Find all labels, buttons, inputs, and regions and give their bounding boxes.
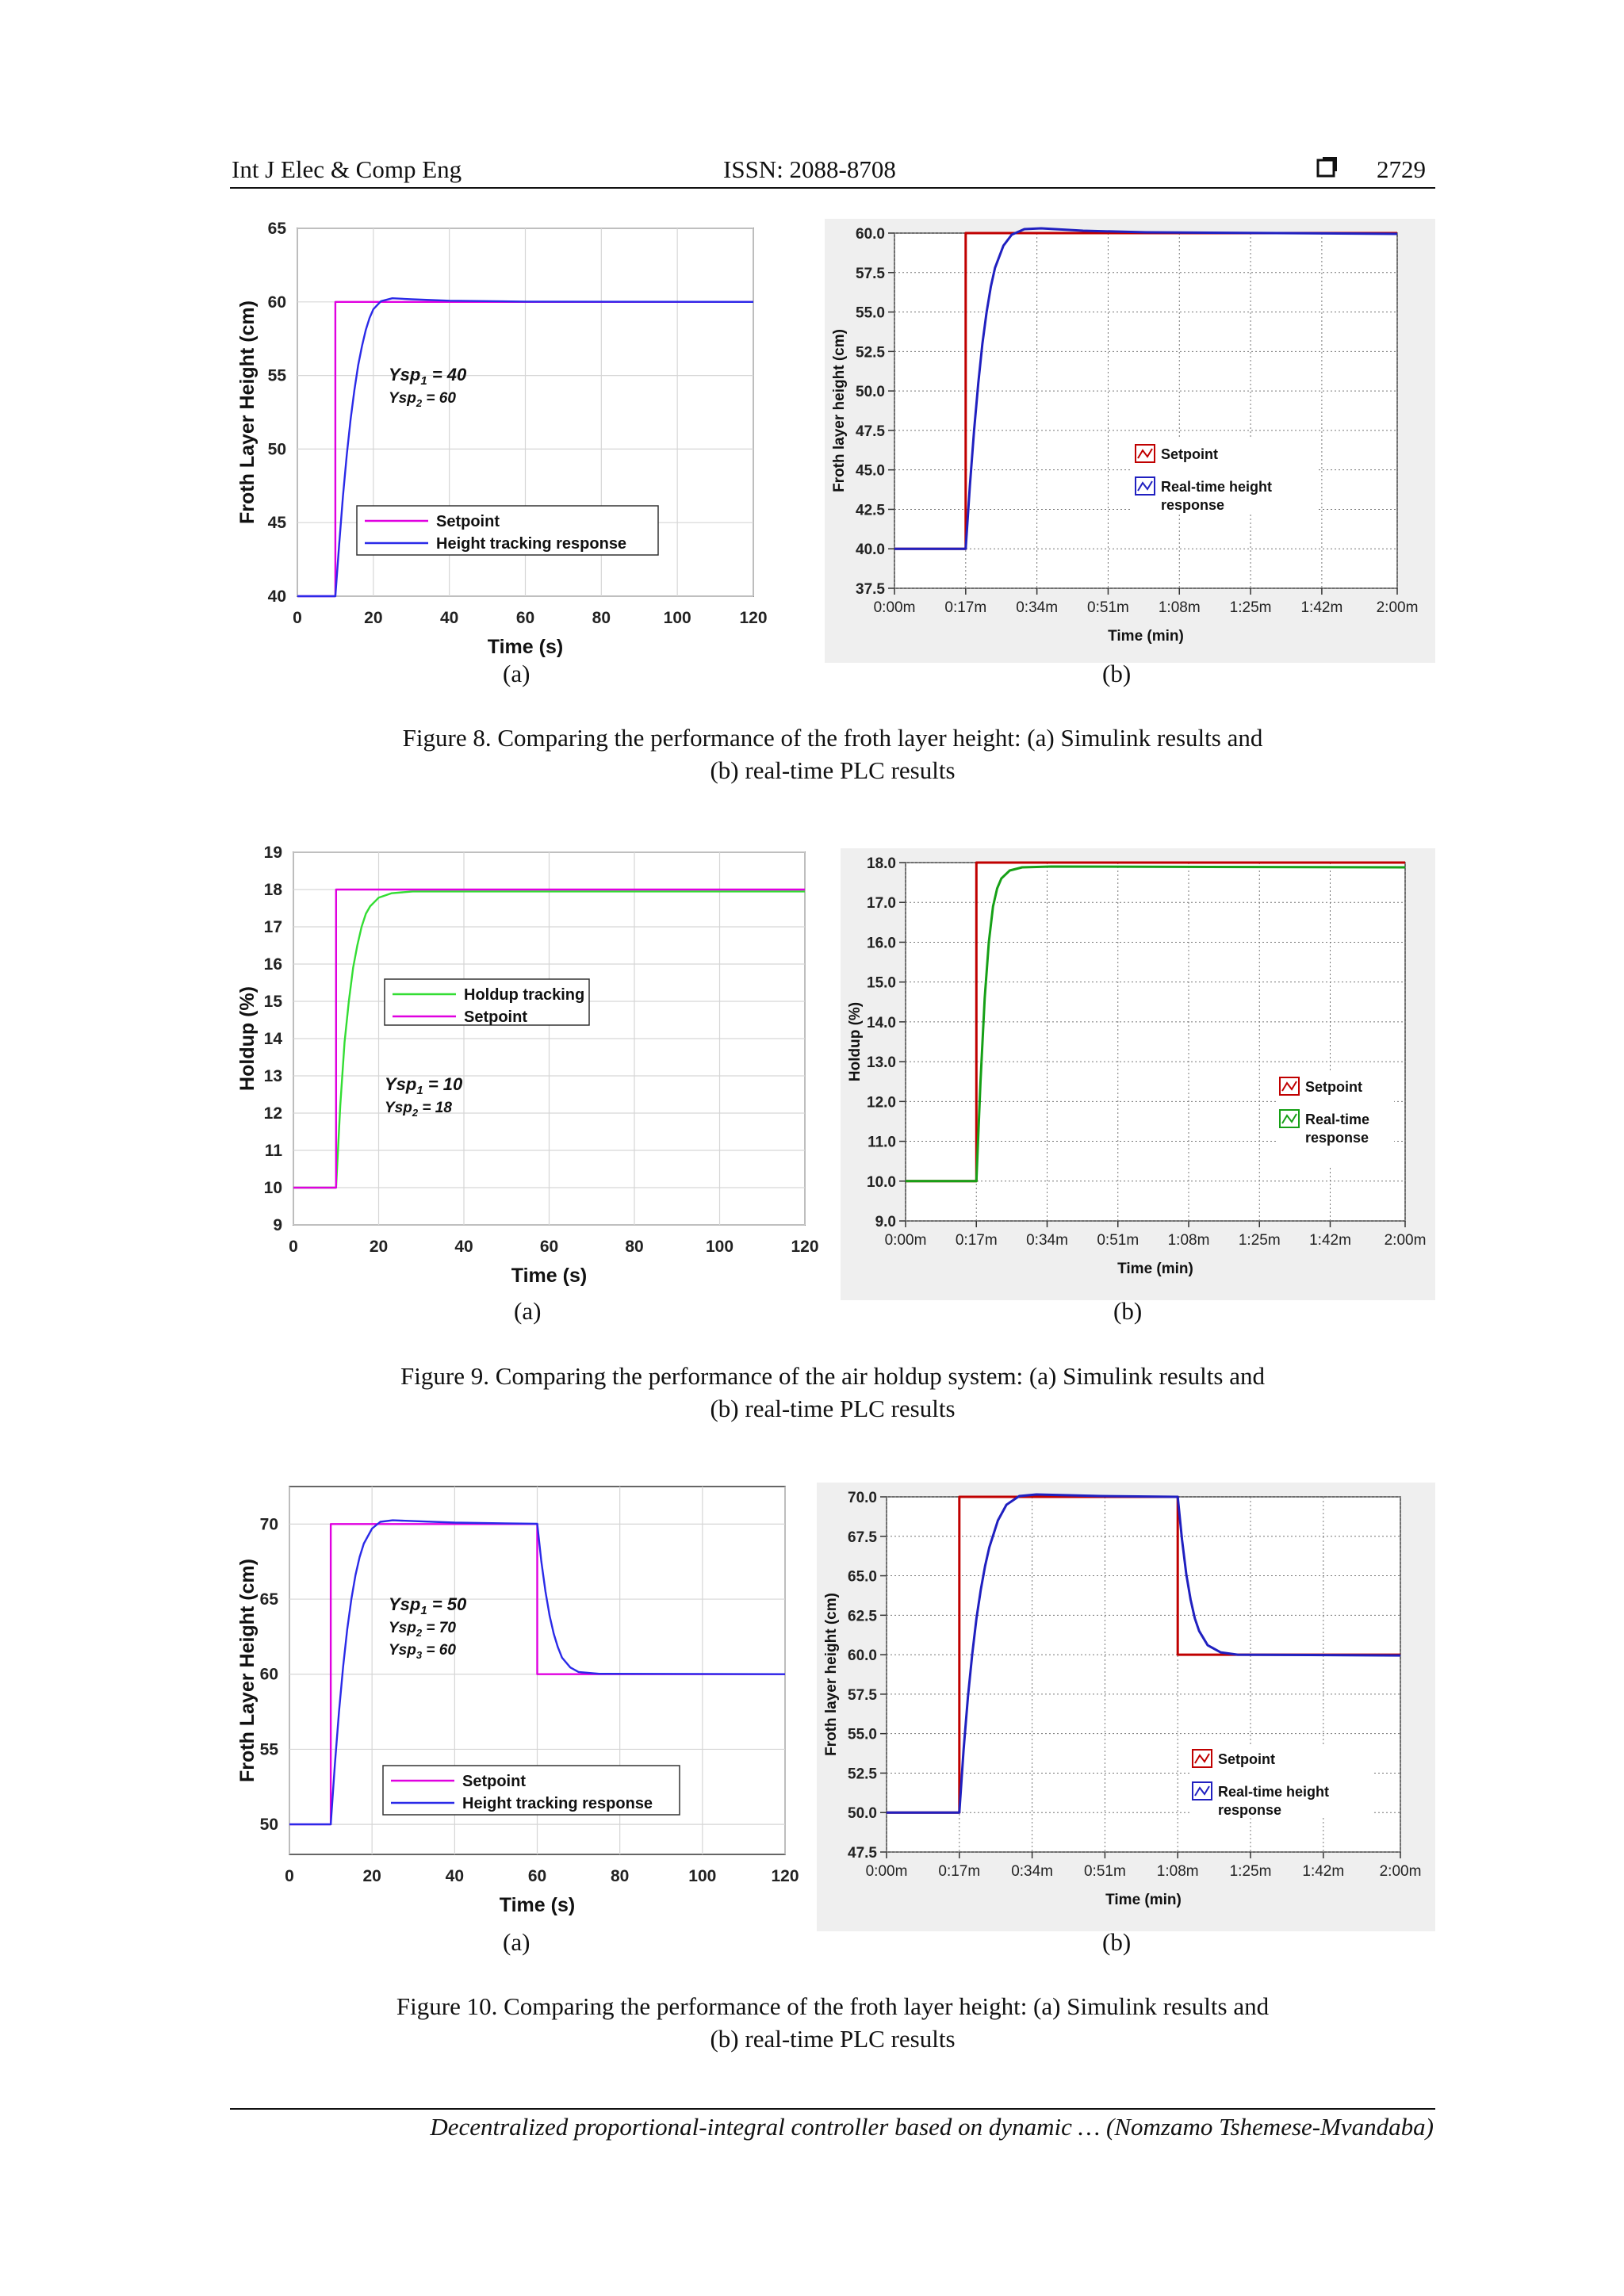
- legend-label: Setpoint: [1218, 1751, 1275, 1767]
- setpoint-annotation: Ysp$_1$ = 50: [389, 1594, 467, 1617]
- y-tick-label: 60: [267, 293, 286, 312]
- square-bullet-icon: [1316, 155, 1337, 184]
- y-tick-label: 65: [267, 220, 286, 238]
- y-tick-label: 15: [263, 993, 282, 1011]
- x-axis-label: Time (min): [1105, 1892, 1182, 1908]
- y-tick-label: 57.5: [848, 1686, 877, 1704]
- y-tick-label: 10.0: [867, 1173, 896, 1191]
- header-rule: [230, 187, 1435, 189]
- x-tick-label: 0:51m: [1083, 1863, 1126, 1880]
- y-tick-label: 18.0: [867, 855, 896, 872]
- x-tick-label: 1:25m: [1229, 599, 1272, 616]
- x-tick-label: 0: [289, 1238, 298, 1256]
- y-tick-label: 14.0: [867, 1014, 896, 1031]
- y-tick-label: 70.0: [848, 1490, 877, 1506]
- legend-label: Setpoint: [1305, 1079, 1362, 1095]
- y-tick-label: 17: [263, 918, 282, 936]
- figure-8b-label: (b): [1102, 660, 1132, 687]
- x-tick-label: 1:08m: [1158, 599, 1201, 616]
- legend-chart-icon: [1280, 1077, 1299, 1095]
- x-tick-label: 0: [293, 609, 302, 627]
- x-tick-label: 1:42m: [1300, 599, 1343, 616]
- x-tick-label: 60: [515, 609, 535, 627]
- x-tick-label: 2:00m: [1376, 599, 1419, 616]
- y-tick-label: 52.5: [848, 1766, 877, 1783]
- x-tick-label: 2:00m: [1379, 1863, 1422, 1880]
- figure-9-caption: [230, 1360, 1435, 1425]
- y-tick-label: 57.5: [856, 265, 885, 282]
- legend-chart-icon: [1136, 477, 1155, 495]
- setpoint-annotation: Ysp$_2$ = 60: [389, 390, 456, 409]
- x-tick-label: 60: [539, 1238, 559, 1256]
- figure-8a-label: (a): [503, 660, 530, 687]
- x-tick-label: 60: [527, 1867, 547, 1885]
- x-tick-label: 0:34m: [1026, 1232, 1068, 1249]
- page-number: 2729: [1377, 155, 1426, 183]
- y-tick-label: 47.5: [848, 1845, 877, 1862]
- y-tick-label: 50: [267, 440, 286, 459]
- y-tick-label: 45: [267, 514, 286, 533]
- y-tick-label: 10: [263, 1179, 282, 1197]
- y-tick-label: 13.0: [867, 1054, 896, 1072]
- y-tick-label: 55.0: [848, 1726, 877, 1743]
- y-tick-label: 18: [263, 881, 282, 899]
- figure-8b-chart: [825, 219, 1435, 663]
- caption-line: (b) real-time PLC results: [710, 756, 956, 784]
- x-tick-label: 20: [369, 1238, 389, 1256]
- x-tick-label: 1:08m: [1167, 1232, 1210, 1249]
- x-tick-label: 0:00m: [884, 1232, 927, 1249]
- x-axis-label: Time (s): [499, 1894, 576, 1916]
- figure-10a-label: (a): [503, 1928, 530, 1956]
- x-tick-label: 0:00m: [865, 1863, 908, 1880]
- y-tick-label: 14: [263, 1030, 282, 1048]
- y-axis-label: Froth layer height (cm): [823, 1593, 840, 1756]
- y-tick-label: 11.0: [868, 1134, 896, 1151]
- y-tick-label: 11: [264, 1142, 282, 1160]
- legend-label: Real-time height response: [1218, 1784, 1330, 1818]
- figure-8a-chart: [230, 214, 809, 666]
- legend-label: Real-time height response: [1161, 479, 1273, 513]
- y-tick-label: 12: [263, 1104, 282, 1123]
- legend-chart-icon: [1136, 445, 1155, 462]
- x-tick-label: 2:00m: [1384, 1232, 1427, 1249]
- x-tick-label: 120: [739, 609, 768, 627]
- x-tick-label: 120: [771, 1867, 799, 1885]
- x-tick-label: 40: [454, 1238, 473, 1256]
- y-tick-label: 55: [267, 366, 286, 385]
- caption-line: (b) real-time PLC results: [710, 1395, 956, 1422]
- x-tick-label: 1:42m: [1302, 1863, 1345, 1880]
- y-axis-label: Froth layer height (cm): [831, 329, 848, 492]
- x-tick-label: 1:25m: [1238, 1232, 1281, 1249]
- y-axis-label: Holdup (%): [236, 986, 259, 1091]
- caption-line: (b) real-time PLC results: [710, 2025, 956, 2053]
- caption-line: Figure 8. Comparing the performance of the froth layer height: (a) Simulink results and: [402, 724, 1263, 752]
- x-tick-label: 0:17m: [938, 1863, 981, 1880]
- y-tick-label: 9: [273, 1216, 282, 1234]
- figure-9a-label: (a): [514, 1297, 542, 1325]
- y-tick-label: 55: [259, 1740, 278, 1759]
- x-axis-label: Time (s): [487, 636, 564, 658]
- y-tick-label: 55.0: [856, 304, 885, 322]
- y-tick-label: 60.0: [848, 1647, 877, 1665]
- y-tick-label: 40.0: [856, 541, 885, 559]
- x-axis-label: Time (min): [1117, 1261, 1193, 1277]
- legend-label: Holdup tracking: [464, 986, 585, 1004]
- y-tick-label: 67.5: [848, 1529, 877, 1546]
- footer-rule: [230, 2108, 1435, 2110]
- x-tick-label: 100: [705, 1238, 734, 1256]
- y-tick-label: 50.0: [856, 384, 885, 401]
- y-tick-label: 62.5: [848, 1608, 877, 1625]
- x-tick-label: 80: [610, 1867, 630, 1885]
- legend-label: Height tracking response: [436, 535, 627, 553]
- caption-line: Figure 9. Comparing the performance of the air holdup system: (a) Simulink results and: [400, 1362, 1265, 1390]
- setpoint-annotation: Ysp$_2$ = 18: [385, 1100, 452, 1119]
- x-tick-label: 100: [663, 609, 691, 627]
- setpoint-annotation: Ysp$_3$ = 60: [389, 1642, 456, 1661]
- figure-9a-chart: [230, 844, 833, 1304]
- y-tick-label: 16.0: [867, 935, 896, 952]
- figure-10b-chart: [817, 1483, 1435, 1931]
- legend-label: Setpoint: [464, 1008, 527, 1026]
- x-tick-label: 0:34m: [1011, 1863, 1054, 1880]
- y-axis-label: Holdup (%): [847, 1001, 864, 1082]
- x-axis-label: Time (s): [511, 1265, 588, 1287]
- x-tick-label: 0:51m: [1097, 1232, 1139, 1249]
- y-tick-label: 70: [259, 1515, 278, 1534]
- x-tick-label: 0:51m: [1087, 599, 1129, 616]
- legend-chart-icon: [1193, 1782, 1212, 1800]
- y-tick-label: 12.0: [867, 1094, 896, 1112]
- x-tick-label: 0:17m: [955, 1232, 998, 1249]
- y-tick-label: 65: [259, 1590, 278, 1609]
- y-axis-label: Froth Layer Height (cm): [236, 1559, 259, 1782]
- figure-8-caption: [230, 721, 1435, 786]
- x-axis-label: Time (min): [1108, 628, 1184, 645]
- running-header-issn: ISSN: 2088-8708: [723, 155, 896, 183]
- y-tick-label: 65.0: [848, 1568, 877, 1586]
- x-tick-label: 20: [364, 609, 383, 627]
- legend-label: Height tracking response: [462, 1795, 653, 1812]
- figure-10a-chart: [230, 1479, 817, 1934]
- running-footer: Decentralized proportional-integral controller based on dynamic … (Nomzamo Tshemese-Mvandaba): [430, 2113, 1434, 2141]
- running-header-journal: Int J Elec & Comp Eng: [232, 155, 462, 183]
- legend-label: Setpoint: [1161, 446, 1218, 462]
- x-tick-label: 0:00m: [873, 599, 916, 616]
- x-tick-label: 0: [285, 1867, 294, 1885]
- x-tick-label: 40: [445, 1867, 465, 1885]
- y-tick-label: 13: [263, 1067, 282, 1085]
- x-tick-label: 0:17m: [944, 599, 987, 616]
- y-tick-label: 50: [259, 1816, 278, 1835]
- y-tick-label: 50.0: [848, 1805, 877, 1823]
- y-tick-label: 9.0: [875, 1214, 896, 1230]
- y-tick-label: 19: [263, 844, 282, 862]
- x-tick-label: 0:34m: [1016, 599, 1059, 616]
- x-tick-label: 120: [791, 1238, 819, 1256]
- x-tick-label: 1:25m: [1229, 1863, 1272, 1880]
- y-tick-label: 52.5: [856, 344, 885, 362]
- figure-9b-label: (b): [1113, 1297, 1143, 1325]
- y-tick-label: 60: [259, 1665, 278, 1684]
- figure-10-caption: [230, 1990, 1435, 2055]
- y-tick-label: 45.0: [856, 462, 885, 480]
- setpoint-annotation: Ysp$_2$ = 70: [389, 1620, 456, 1639]
- x-tick-label: 20: [362, 1867, 381, 1885]
- caption-line: Figure 10. Comparing the performance of the froth layer height: (a) Simulink results and: [396, 1992, 1270, 2020]
- x-tick-label: 80: [625, 1238, 644, 1256]
- setpoint-annotation: Ysp$_1$ = 40: [389, 365, 467, 388]
- legend-chart-icon: [1280, 1110, 1299, 1127]
- setpoint-annotation: Ysp$_1$ = 10: [385, 1074, 463, 1097]
- figure-9b-chart: [841, 848, 1435, 1300]
- legend-chart-icon: [1193, 1750, 1212, 1767]
- y-tick-label: 15.0: [867, 974, 896, 992]
- legend-label: Real-time response: [1305, 1112, 1370, 1146]
- y-tick-label: 60.0: [856, 226, 885, 243]
- x-tick-label: 40: [439, 609, 459, 627]
- y-tick-label: 47.5: [856, 423, 885, 440]
- y-tick-label: 37.5: [856, 581, 885, 598]
- figure-10b-label: (b): [1102, 1928, 1132, 1956]
- x-tick-label: 1:08m: [1156, 1863, 1199, 1880]
- y-axis-label: Froth Layer Height (cm): [236, 300, 259, 524]
- x-tick-label: 80: [592, 609, 611, 627]
- x-tick-label: 100: [688, 1867, 717, 1885]
- y-tick-label: 16: [263, 955, 282, 974]
- x-tick-label: 1:42m: [1309, 1232, 1351, 1249]
- y-tick-label: 17.0: [867, 895, 896, 913]
- legend-label: Setpoint: [436, 513, 500, 530]
- legend-label: Setpoint: [462, 1773, 526, 1790]
- y-tick-label: 42.5: [856, 502, 885, 519]
- y-tick-label: 40: [267, 587, 286, 606]
